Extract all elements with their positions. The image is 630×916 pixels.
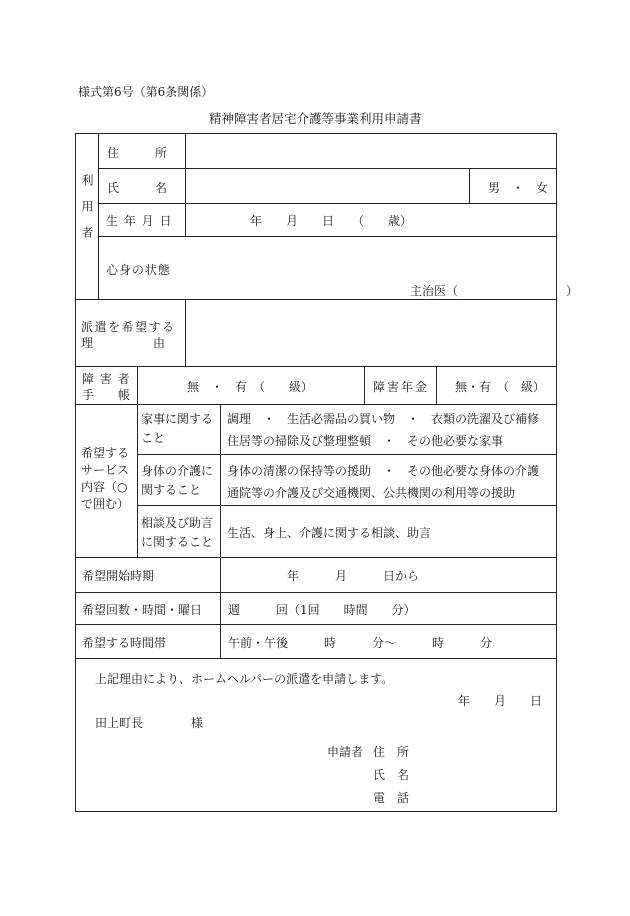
time-band-label: 希望する時間帯 [82,636,167,650]
name-field[interactable] [187,170,467,202]
frequency-label: 希望回数・時間・曜日 [82,603,203,617]
handbook-label-2: 手 帳 [82,388,131,402]
name-label: 氏 名 [107,181,168,195]
service-category-housework: 家事に関すること [141,412,214,445]
condition-label: 心身の状態 [106,263,172,277]
time-band-value[interactable]: 午前・午後 時 分～ 時 分 [228,636,493,650]
form-number: 様式第6号（第6条関係） [78,85,214,99]
gender-options[interactable]: 男 ・ 女 [488,181,549,195]
user-section-label: 利用者 [80,174,94,252]
service-consultation-line1[interactable]: 生活、身上、介護に関する相談、助言 [227,526,432,540]
birth-label: 生 年 月 日 [106,214,173,228]
form-title: 精神障害者居宅介護等事業利用申請書 [209,111,422,126]
dispatch-label-2: 理 由 [81,336,166,350]
applicant-phone-label[interactable]: 電 話 [373,791,410,805]
handbook-label-1: 障 害 者 [82,372,131,386]
start-value[interactable]: 年 月 日から [287,569,420,583]
applicant-label: 申請者 [327,745,364,759]
pension-value[interactable]: 無・有 （ 級） [455,380,546,394]
applicant-name-label[interactable]: 氏 名 [373,768,410,782]
dispatch-label-1: 派遣を希望する [81,320,176,334]
start-label: 希望開始時期 [82,569,155,583]
services-label: 希望するサービス内容（○で囲む） [81,446,130,511]
doctor-label[interactable]: 主治医（ ） [410,284,579,298]
address-field[interactable] [187,135,555,167]
service-housework-line1[interactable]: 調理 ・ 生活必需品の買い物 ・ 衣類の洗濯及び補修 [227,412,540,426]
service-housework-line2[interactable]: 住居等の掃除及び整理整頓 ・ その他必要な家事 [227,434,504,448]
applicant-address-label[interactable]: 住 所 [373,745,410,759]
service-category-consultation: 相談及び助言に関すること [141,516,214,549]
pension-label: 障害年金 [373,380,430,394]
address-label: 住 所 [107,146,168,160]
frequency-value[interactable]: 週 回（1回 時間 分） [228,603,416,617]
service-bodycare-line2[interactable]: 通院等の介護及び交通機関、公共機関の利用等の援助 [227,486,516,500]
application-statement: 上記理由により、ホームヘルパーの派遣を申請します。 [95,672,394,686]
service-bodycare-line1[interactable]: 身体の清潔の保持等の援助 ・ その他必要な身体の介護 [227,464,540,478]
condition-field[interactable] [187,238,555,278]
service-category-bodycare: 身体の介護に関すること [141,464,214,497]
application-date[interactable]: 年 月 日 [458,694,543,708]
birth-value[interactable]: 年 月 日 （ 歳） [250,214,413,228]
addressee: 田上町長 様 [95,716,204,730]
handbook-value[interactable]: 無 ・ 有 （ 級） [187,380,314,394]
dispatch-reason-field[interactable] [187,301,555,365]
